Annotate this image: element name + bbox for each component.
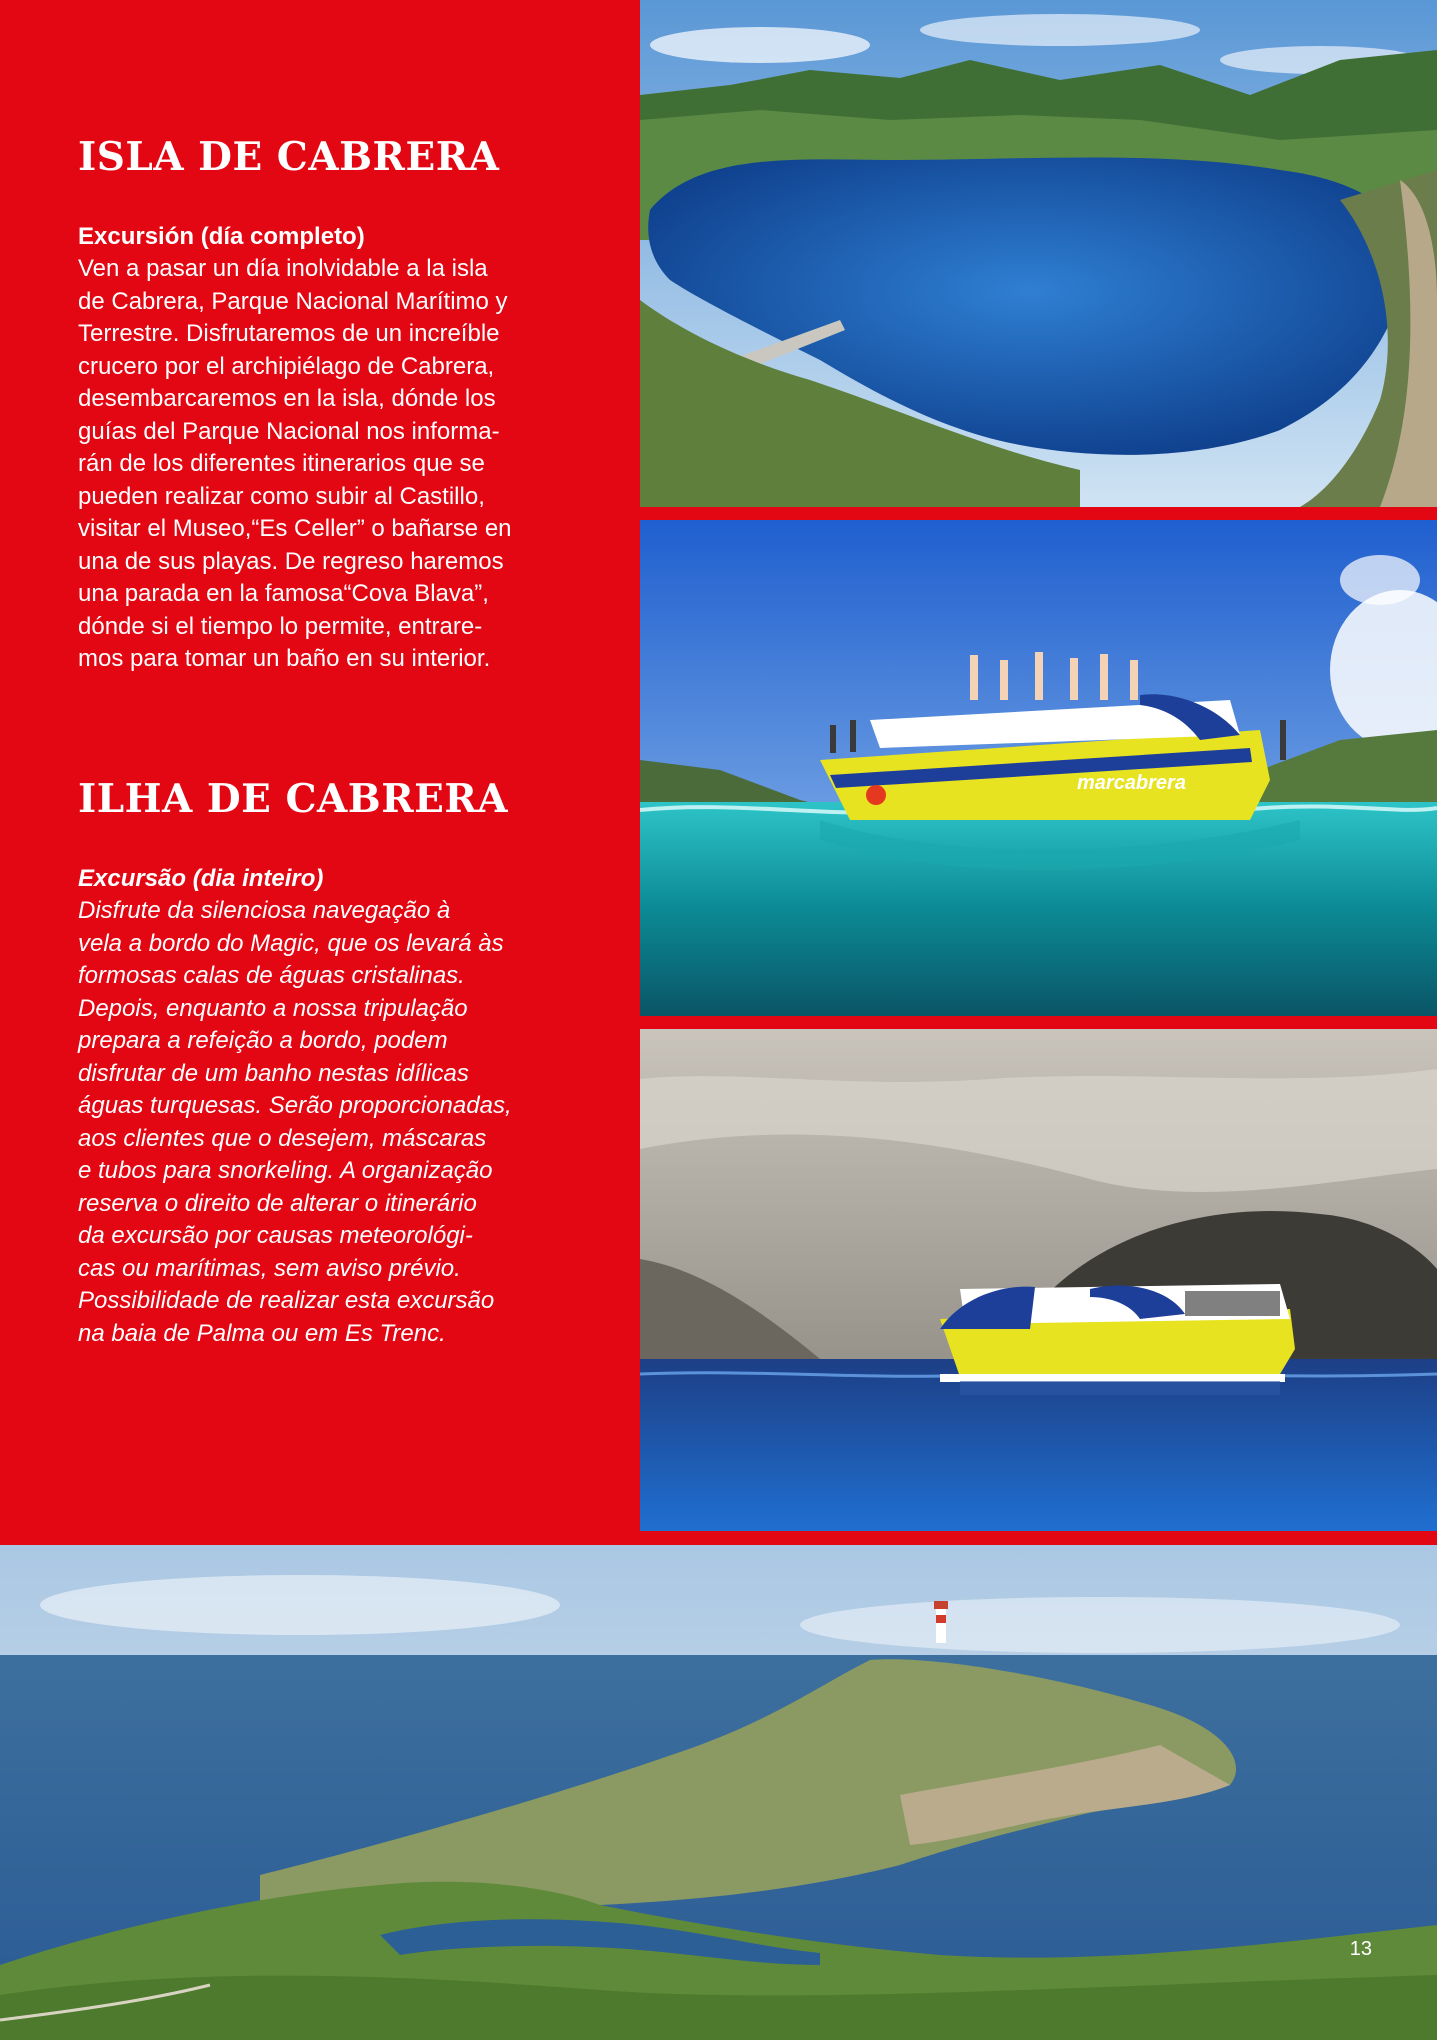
body-line: desembarcaremos en la isla, dónde los <box>78 385 496 413</box>
body-line: guías del Parque Nacional nos informa- <box>78 417 500 445</box>
peninsula-photo <box>0 1545 1437 2040</box>
body-line: águas turquesas. Serão proporcionadas, <box>78 1092 512 1120</box>
body-line: vela a bordo do Magic, que os levará às <box>78 929 504 957</box>
portuguese-subtitle: Excursão (dia inteiro) <box>78 864 324 892</box>
spanish-section <box>78 136 598 676</box>
body-line: dónde si el tiempo lo permite, entrare- <box>78 612 483 640</box>
body-line: prepara a refeição a bordo, podem <box>78 1027 448 1055</box>
body-line: rán de los diferentes itinerarios que se <box>78 450 485 478</box>
body-line: crucero por el archipiélago de Cabrera, <box>78 352 495 380</box>
spanish-subtitle: Excursión (día completo) <box>78 222 365 250</box>
boat-photo <box>640 520 1437 1016</box>
bay-photo <box>640 0 1437 507</box>
spanish-body <box>78 253 598 676</box>
body-line: Ven a pasar un día inolvidable a la isla <box>78 255 488 283</box>
body-line: da excursão por causas meteorológi- <box>78 1222 473 1250</box>
body-line: Possibilidade de realizar esta excursão <box>78 1287 495 1315</box>
body-line: visitar el Museo,“Es Celler” o bañarse en <box>78 515 512 543</box>
body-line: e tubos para snorkeling. A organização <box>78 1157 493 1185</box>
body-line: reserva o direito de alterar o itinerário <box>78 1189 477 1217</box>
cave-photo <box>640 1029 1437 1531</box>
boat-brand-text: marcabrera <box>1077 772 1186 794</box>
body-line: pueden realizar como subir al Castillo, <box>78 482 485 510</box>
body-line: cas ou marítimas, sem aviso prévio. <box>78 1254 461 1282</box>
body-line: mos para tomar un baño en su interior. <box>78 645 491 673</box>
body-line: na baia de Palma ou em Es Trenc. <box>78 1319 446 1347</box>
body-line: una parada en la famosa“Cova Blava”, <box>78 580 489 608</box>
body-line: aos clientes que o desejem, máscaras <box>78 1124 487 1152</box>
body-line: disfrutar de um banho nestas idílicas <box>78 1059 469 1087</box>
spanish-title: ISLA DE CABRERA <box>78 134 500 180</box>
body-line: de Cabrera, Parque Nacional Marítimo y <box>78 287 508 315</box>
body-line: una de sus playas. De regreso haremos <box>78 547 504 575</box>
portuguese-body <box>78 895 598 1350</box>
body-line: formosas calas de águas cristalinas. <box>78 962 465 990</box>
portuguese-section <box>78 778 598 1350</box>
text-panel <box>0 0 640 1545</box>
page-number: 13 <box>1349 1938 1372 1960</box>
body-line: Terrestre. Disfrutaremos de un increíble <box>78 320 500 348</box>
body-line: Disfrute da silenciosa navegação à <box>78 897 451 925</box>
portuguese-title: ILHA DE CABRERA <box>78 776 509 822</box>
body-line: Depois, enquanto a nossa tripulação <box>78 994 468 1022</box>
